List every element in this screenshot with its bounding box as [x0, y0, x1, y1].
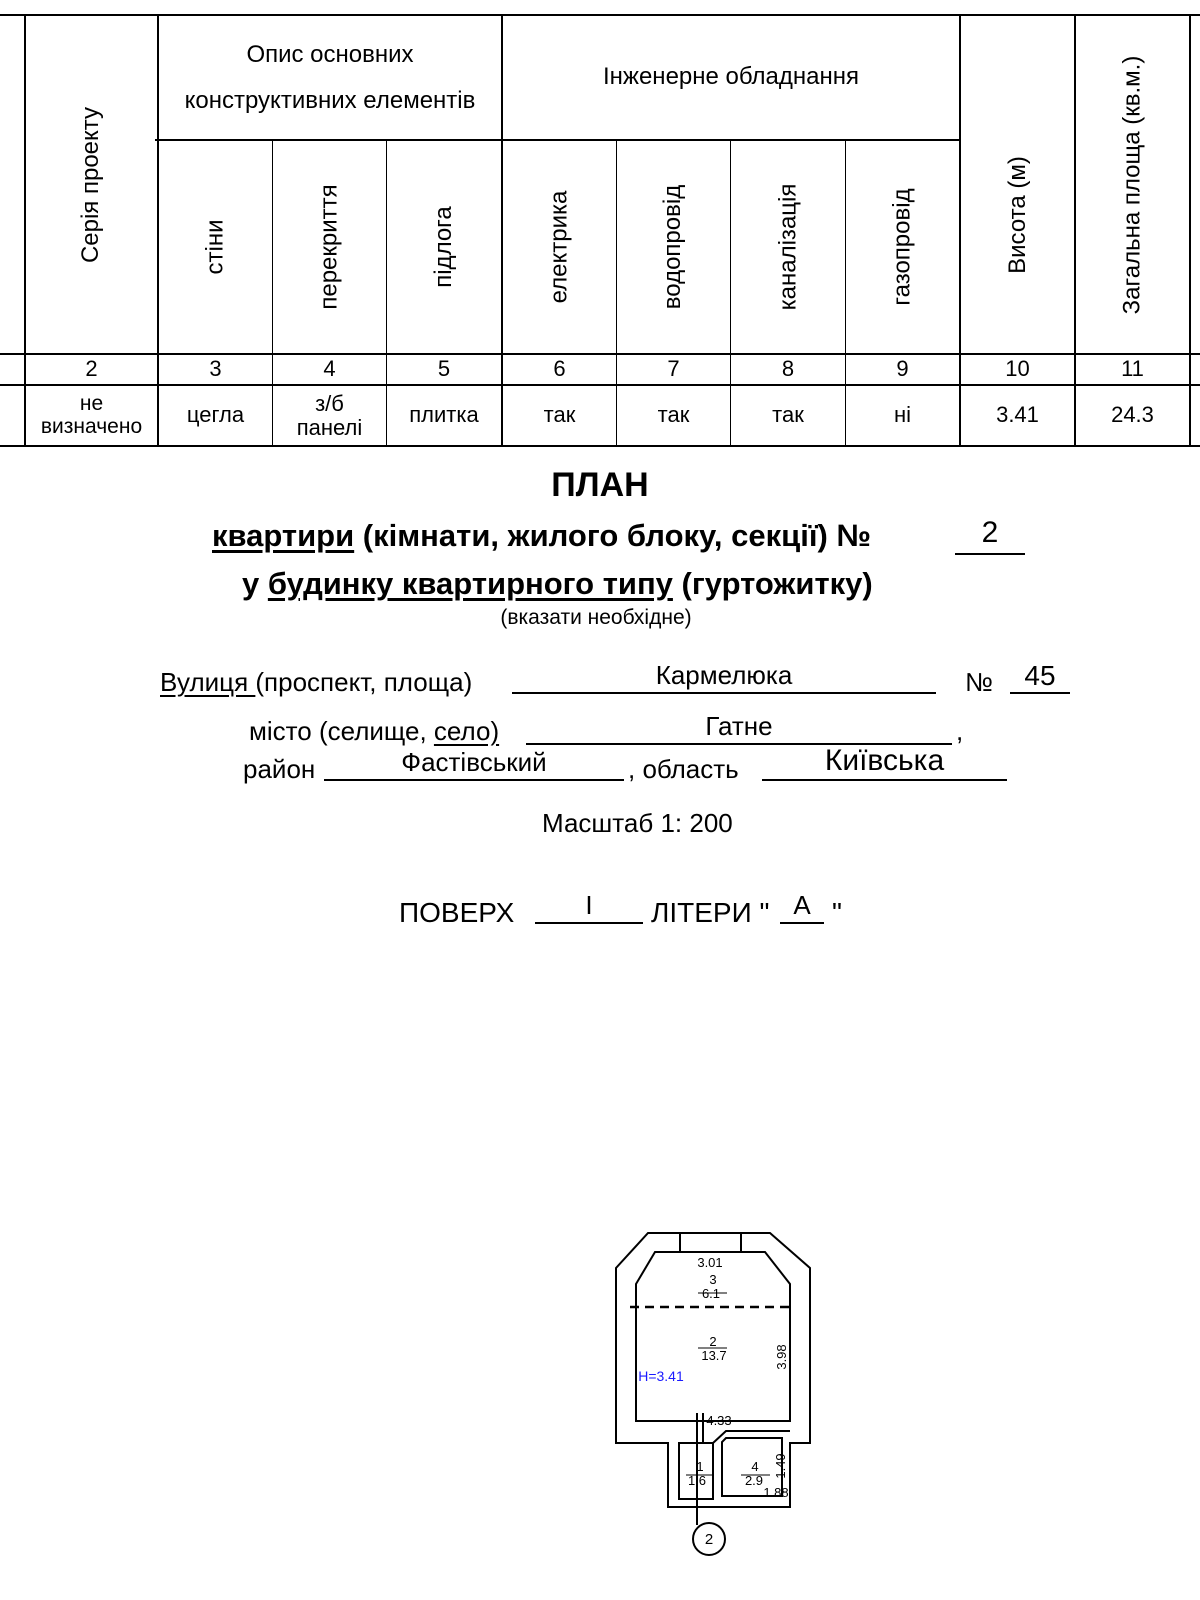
city-value: Гатне: [705, 711, 773, 741]
apartment-marker-number: 2: [704, 1531, 714, 1548]
col-num-8: 8: [781, 356, 795, 382]
district-label: район: [243, 754, 316, 784]
header-area: Загальна площа (кв.м.): [1118, 55, 1146, 314]
col-num-4: 4: [323, 356, 336, 382]
plan-subtitle-line1: [212, 518, 871, 554]
apartment-number: 2: [981, 516, 999, 549]
room-1-number: 1: [696, 1459, 704, 1474]
room-1-area: 1.6: [687, 1473, 707, 1488]
col-num-7: 7: [667, 356, 680, 382]
floor-line: [535, 922, 643, 924]
city-comma: ,: [956, 716, 964, 746]
header-gas: газопровід: [888, 188, 916, 306]
col-num-11: 11: [1121, 356, 1144, 382]
inner-wall: [636, 1252, 790, 1421]
dim-room-4-height: 1.49: [773, 1453, 788, 1479]
value-height: 3.41: [996, 402, 1039, 428]
header-engineering-group: Інженерне обладнання: [602, 63, 860, 91]
header-walls: стіни: [201, 219, 229, 275]
room-3-number: 3: [709, 1272, 717, 1287]
room-4-number: 4: [751, 1459, 759, 1474]
header-construct-group: Опис основних конструктивних елементів: [184, 40, 476, 114]
dim-right: 3.98: [774, 1344, 789, 1370]
header-series: Серія проекту: [77, 106, 105, 263]
value-electric: так: [543, 402, 576, 428]
room-4-area: 2.9: [744, 1473, 764, 1488]
oblast-value: Київська: [824, 744, 945, 777]
letter-value: А: [793, 890, 811, 920]
apartment-word: квартири: [212, 518, 355, 553]
plan-title: ПЛАН: [551, 466, 649, 504]
header-water: водопровід: [659, 184, 687, 310]
header-floor: підлога: [430, 206, 457, 288]
apartment-number-line: [955, 553, 1025, 555]
col-num-9: 9: [896, 356, 909, 382]
letter-close: ": [832, 897, 842, 928]
house-number-value: 45: [1024, 660, 1056, 691]
room-4-outline: [722, 1438, 782, 1496]
outer-wall: [616, 1233, 810, 1507]
value-sewer: так: [772, 402, 804, 428]
col-num-3: 3: [209, 356, 222, 382]
header-ceilings: перекриття: [315, 184, 343, 310]
floor-label: ПОВЕРХ: [399, 897, 515, 928]
col-num-10: 10: [1005, 356, 1030, 382]
col-num-5: 5: [437, 356, 451, 382]
city-label: місто (селище, село): [249, 716, 500, 746]
house-number-line: [1010, 692, 1070, 694]
dim-width: 4.33: [706, 1413, 732, 1428]
oblast-label: , область: [628, 754, 739, 784]
dim-room-4-width: 1.88: [763, 1485, 789, 1500]
height-label: H=3.41: [638, 1368, 684, 1384]
value-area: 24.3: [1111, 402, 1154, 428]
letter-line: [780, 922, 824, 924]
header-electric: електрика: [545, 190, 573, 304]
district-line: [324, 779, 624, 781]
room-1-outline: [679, 1443, 713, 1499]
street-value: Кармелюка: [655, 660, 793, 690]
scale-label: Масштаб 1: 200: [542, 808, 733, 838]
room-3-area: 6.1: [701, 1286, 721, 1301]
value-ceilings: з/б панелі: [296, 391, 363, 440]
apartment-marker: [693, 1523, 725, 1555]
value-gas: ні: [893, 402, 912, 428]
header-sewer: каналізація: [774, 183, 801, 311]
value-series: не визначено: [40, 392, 143, 438]
floor-value: I: [585, 890, 593, 920]
value-walls: цегла: [186, 402, 245, 428]
dim-top: 3.01: [697, 1255, 723, 1270]
plan-note: (вказати необхідне): [500, 606, 692, 629]
plan-subtitle-line2: у будинку квартирного типу (гуртожитку): [242, 566, 873, 601]
oblast-line: [762, 779, 1007, 781]
room-2-area: 13.7: [701, 1348, 727, 1363]
district-value: Фастівський: [401, 747, 547, 777]
header-height: Висота (м): [1003, 155, 1031, 274]
house-type-word: будинку квартирного типу: [267, 566, 673, 601]
col-num-2: 2: [85, 356, 98, 382]
apartment-variants: (кімнати, жилого блоку, секції) №: [354, 518, 872, 553]
col-num-6: 6: [553, 356, 566, 382]
letter-label: ЛІТЕРИ ": [651, 897, 770, 928]
street-label: Вулиця (проспект, площа): [160, 667, 473, 697]
value-floor: плитка: [409, 402, 479, 428]
house-number-label: №: [965, 667, 993, 697]
room-2-number: 2: [709, 1334, 717, 1349]
street-line: [512, 692, 936, 694]
value-water: так: [657, 402, 690, 428]
